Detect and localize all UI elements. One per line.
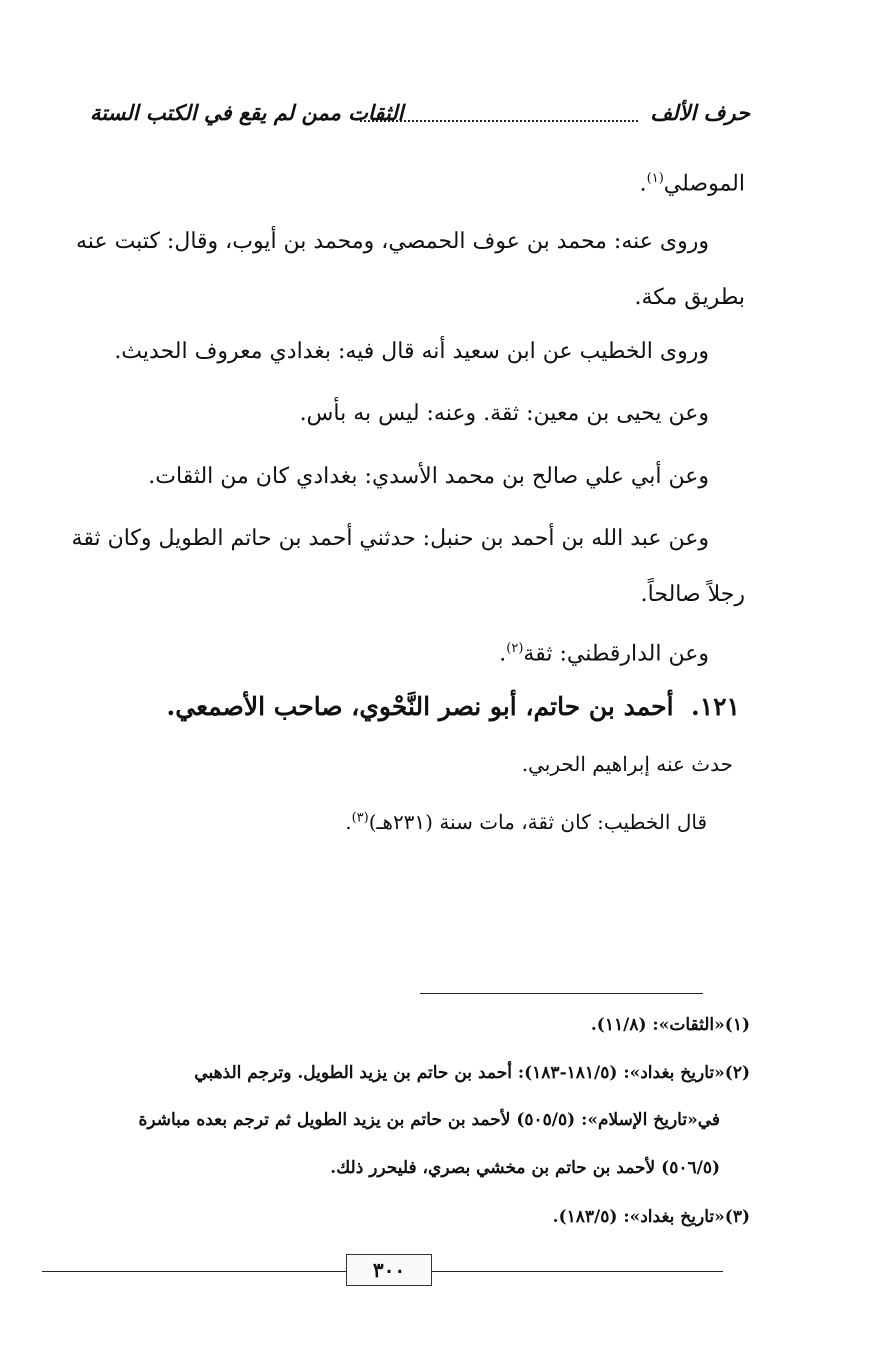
footnote-2-cont: [30, 1110, 720, 1130]
entry-heading: [140, 692, 740, 721]
continuation-line: [145, 150, 745, 213]
footnote-text: (٥٠٦/٥) لأحمد بن حاتم بن مخشي بصري، فليحرر ذلك.: [330, 1158, 720, 1178]
paragraph-line: وروى الخطيب عن ابن سعيد أنه قال فيه: بغدادي معروف الحديث.: [114, 339, 709, 364]
paragraph-daraqutni: [145, 620, 745, 683]
footnote-2-cont: [30, 1158, 720, 1178]
running-header: [90, 96, 750, 136]
paragraph-narrators: [65, 213, 745, 327]
paragraph-line: وروى عنه: محمد بن عوف الحمصي، ومحمد بن أيوب، وقال: كتبت عنه: [76, 229, 709, 254]
paragraph-line: بطريق مكة.: [634, 285, 745, 310]
paragraph-line: وعن عبد الله بن أحمد بن حنبل: حدثني أحمد بن حاتم الطويل وكان ثقة: [71, 526, 709, 551]
paragraph-asadi: [145, 448, 745, 506]
continuation-text: الموصلي: [663, 171, 745, 197]
paragraph-ibn-maeen: [145, 385, 745, 443]
bottom-rule-left: [42, 1271, 346, 1272]
period: .: [499, 641, 507, 667]
footnote-ref-1: (١): [646, 171, 664, 186]
paragraph-line: قال الخطيب: كان ثقة، مات سنة (٢٣١هـ): [368, 810, 707, 834]
header-section-title: حرف الألف: [650, 100, 750, 125]
period: .: [639, 171, 647, 197]
footnote-ref-2: (٢): [506, 641, 524, 656]
footnote-ref-3: (٣): [351, 810, 369, 826]
paragraph-ibn-hanbal: [65, 510, 745, 624]
entry-paragraph-death: [107, 810, 707, 834]
header-book-title: الثقات ممن لم يقع في الكتب الستة: [90, 100, 404, 125]
entry-title: أحمد بن حاتم، أبو نصر النَّحْوي، صاحب الأصمعي.: [166, 692, 674, 721]
paragraph-line: وعن الدارقطني: ثقة: [523, 641, 709, 667]
paragraph-line: حدث عنه إبراهيم الحربي.: [521, 752, 733, 776]
footnote-2: [30, 1063, 750, 1083]
footnote-text: (٢)«تاريخ بغداد»: (١٨١/٥-١٨٣): أحمد بن حاتم بن يزيد الطويل. وترجم الذهبي: [194, 1063, 750, 1083]
paragraph-khatib: [114, 323, 745, 381]
footnote-text: في«تاريخ الإسلام»: (٥٠٥/٥) لأحمد بن حاتم بن يزيد الطويل ثم ترجم بعده مباشرة: [138, 1110, 720, 1130]
page-number: ٣٠٠: [346, 1254, 432, 1286]
period: .: [345, 810, 352, 834]
bottom-rule-right: [430, 1271, 723, 1272]
footnote-separator: [420, 993, 703, 994]
footnote-3: [30, 1207, 750, 1227]
entry-number: ١٢١.: [690, 692, 740, 721]
footnote-text: (٣)«تاريخ بغداد»: (١٨٣/٥).: [552, 1207, 750, 1227]
paragraph-line: رجلاً صالحاً.: [640, 582, 745, 607]
entry-paragraph-harbi: [133, 752, 733, 776]
footnote-text: (١)«الثقات»: (١١/٨).: [590, 1015, 750, 1035]
footnote-1: [30, 1015, 750, 1035]
paragraph-line: وعن أبي علي صالح بن محمد الأسدي: بغدادي كان من الثقات.: [148, 464, 709, 489]
paragraph-line: وعن يحيى بن معين: ثقة. وعنه: ليس به بأس.: [299, 401, 709, 426]
